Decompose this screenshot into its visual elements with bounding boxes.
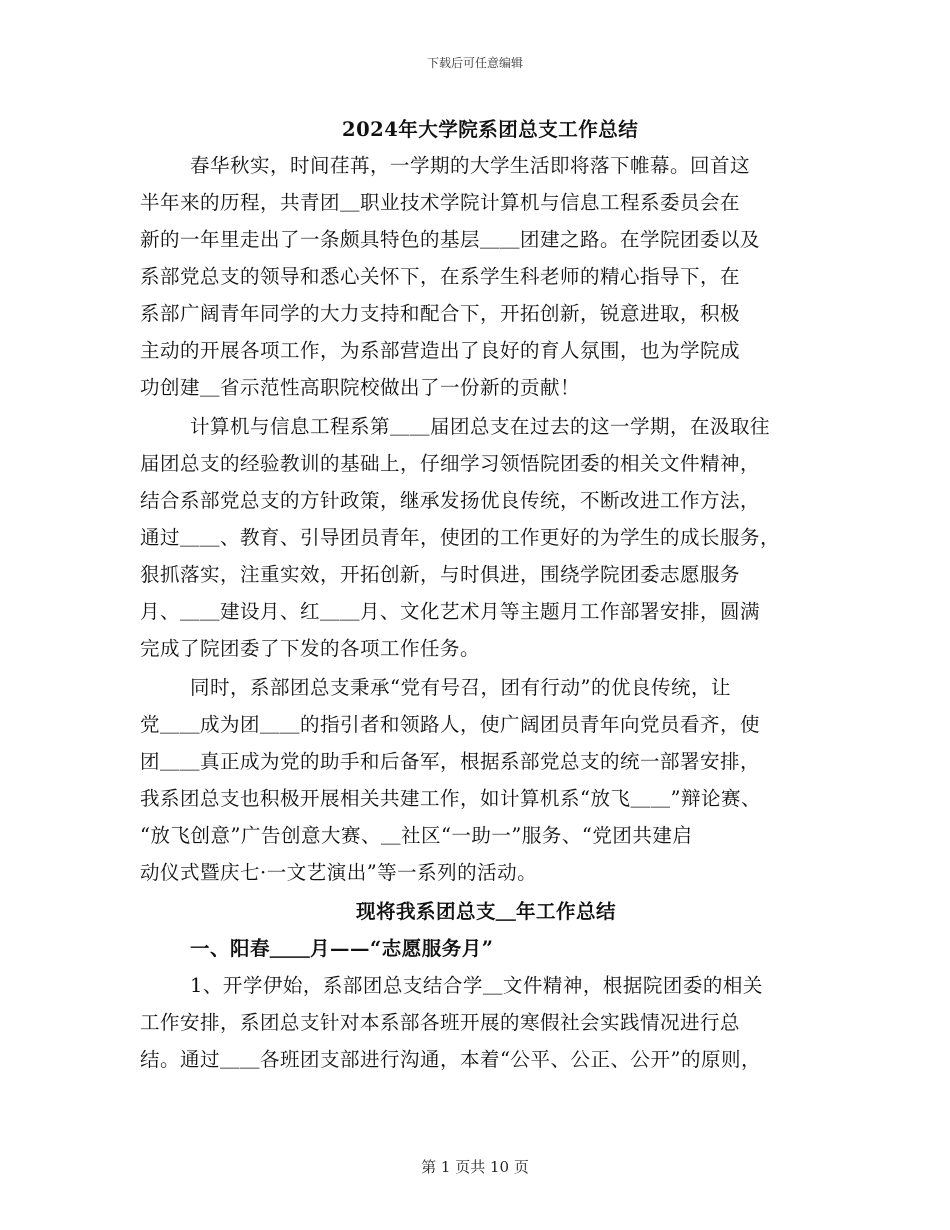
text-line: 结合系部党总支的方针政策，继承发扬优良传统，不断改进工作方法， (140, 489, 761, 512)
text-line: 同时，系部团总支秉承“党有号召，团有行动”的优良传统，让 (190, 676, 731, 699)
text-line: 结。通过＿＿各班团支部进行沟通，本着“公平、公正、公开”的原则， (140, 1048, 761, 1071)
text-line: 计算机与信息工程系第＿＿届团总支在过去的这一学期，在汲取往 (190, 415, 771, 438)
text-line: “放飞创意”广告创意大赛、＿社区“一助一”服务、“党团共建启 (140, 824, 693, 847)
text-line: 1、开学伊始，系部团总支结合学＿文件精神，根据院团委的相关 (190, 974, 763, 997)
text-line: 我系团总支也积极开展相关共建工作，如计算机系“放飞＿＿”辩论赛、 (140, 787, 761, 810)
text-line: 党＿＿成为团＿＿的指引者和领路人，使广阔团员青年向党员看齐，使 (140, 713, 761, 736)
heading-line: 现将我系团总支＿年工作总结 (356, 900, 617, 923)
heading-line: 2024年大学院系团总支工作总结 (342, 118, 639, 141)
text-line: 完成了院团委了下发的各项工作任务。 (140, 637, 481, 660)
text-line: 团＿＿真正成为党的助手和后备军，根据系部党总支的统一部署安排， (140, 750, 761, 773)
page-header: 下载后可任意编辑 (426, 56, 523, 70)
text-line: 通过＿＿、教育、引导团员青年，使团的工作更好的为学生的成长服务， (140, 526, 781, 549)
text-line: 月、＿＿建设月、红＿＿月、文化艺术月等主题月工作部署安排，圆满 (140, 600, 761, 623)
text-line: 工作安排，系团总支针对本系部各班开展的寒假社会实践情况进行总 (140, 1011, 741, 1034)
text-line: 届团总支的经验教训的基础上，仔细学习领悟院团委的相关文件精神， (140, 452, 761, 475)
text-line: 狠抓落实，注重实效，开拓创新，与时俱进，围绕学院团委志愿服务 (140, 563, 741, 586)
page-footer: 第 1 页共 10 页 (421, 1158, 529, 1176)
heading-line: 一、阳春＿＿月——“志愿服务月” (190, 937, 494, 960)
text-line: 主动的开展各项工作，为系部营造出了良好的育人氛围，也为学院成 (140, 339, 741, 362)
text-line: 春华秋实，时间荏苒，一学期的大学生活即将落下帷幕。回首这 (190, 154, 751, 177)
text-line: 系部广阔青年同学的大力支持和配合下，开拓创新，锐意进取，积极 (140, 302, 741, 325)
text-line: 功创建＿省示范性高职院校做出了一份新的贡献！ (140, 376, 581, 399)
text-line: 系部党总支的领导和悉心关怀下，在系学生科老师的精心指导下，在 (140, 265, 741, 288)
text-line: 半年来的历程，共青团＿职业技术学院计算机与信息工程系委员会在 (140, 191, 741, 214)
text-line: 动仪式暨庆七·一文艺演出”等一系列的活动。 (140, 861, 538, 884)
text-line: 新的一年里走出了一条颇具特色的基层＿＿团建之路。在学院团委以及 (140, 228, 761, 251)
